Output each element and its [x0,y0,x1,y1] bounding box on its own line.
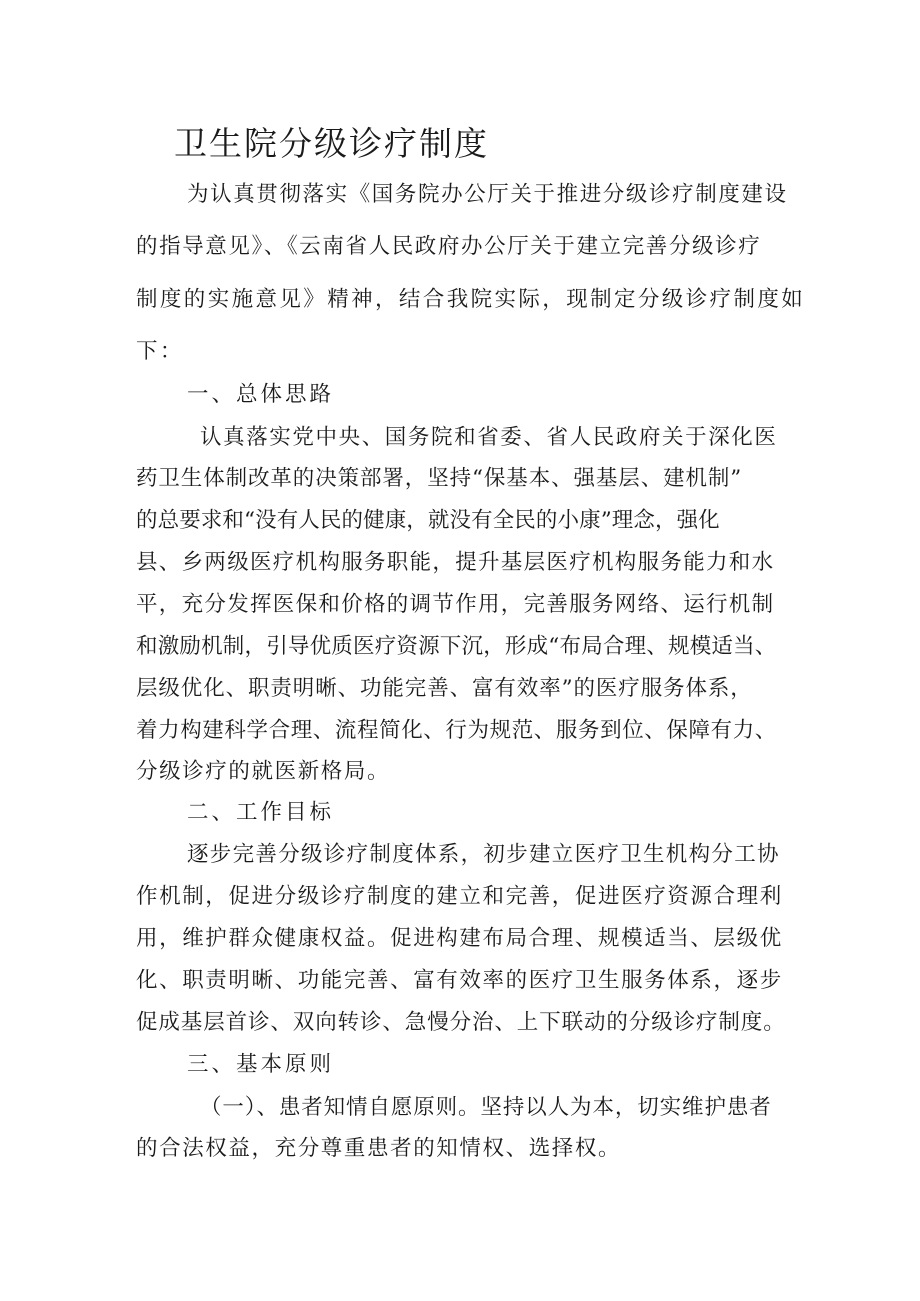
section-2-line-2: 作机制，促进分级诊疗制度的建立和完善，促进医疗资源合理利 [136,884,783,909]
section-1-line-3: 的总要求和“没有人民的健康，就没有全民的小康”理念，强化 [136,508,720,533]
section-2-line-1: 逐步完善分级诊疗制度体系，初步建立医疗卫生机构分工协 [187,842,780,867]
section-1-line-2: 药卫生体制改革的决策部署，坚持“保基本、强基层、建机制” [136,466,743,491]
section-3-line-1: （一）、患者知情自愿原则。坚持以人为本，切实维护患者 [200,1095,772,1120]
section-1-line-7: 层级优化、职责明晰、功能完善、富有效率”的医疗服务体系， [136,676,753,701]
section-2-line-4: 化、职责明晰、功能完善、富有效率的医疗卫生服务体系，逐步 [136,968,783,993]
section-1-line-4: 县、乡两级医疗机构服务职能，提升基层医疗机构服务能力和水 [136,550,775,575]
document-title: 卫生院分级诊疗制度 [174,124,489,163]
section-1-line-8: 着力构建科学合理、流程简化、行为规范、服务到位、保障有力、 [136,718,777,743]
intro-line-2: 的指导意见》、《云南省人民政府办公厅关于建立完善分级诊疗 [136,234,762,259]
section-1-line-6: 和激励机制，引导优质医疗资源下沉，形成“布局合理、规模适当、 [136,634,777,659]
intro-line-4: 下： [136,339,184,364]
intro-line-3: 制度的实施意见》精神，结合我院实际，现制定分级诊疗制度如 [136,287,806,312]
section-2-line-5: 促成基层首诊、双向转诊、急慢分治、上下联动的分级诊疗制度。 [136,1010,786,1035]
section-heading-3: 三、基本原则 [187,1052,335,1077]
section-3-line-2: 的合法权益，充分尊重患者的知情权、选择权。 [136,1136,622,1161]
section-2-line-3: 用，维护群众健康权益。促进构建布局合理、规模适当、层级优 [136,926,783,951]
section-heading-1: 一、总体思路 [187,382,335,407]
intro-line-1: 为认真贯彻落实《国务院办公厅关于推进分级诊疗制度建设 [187,182,788,207]
section-1-line-9: 分级诊疗的就医新格局。 [136,759,391,784]
section-heading-2: 二、工作目标 [187,800,335,825]
section-1-line-5: 平，充分发挥医保和价格的调节作用，完善服务网络、运行机制 [136,592,775,617]
section-1-line-1: 认真落实党中央、国务院和省委、省人民政府关于深化医 [200,425,778,450]
